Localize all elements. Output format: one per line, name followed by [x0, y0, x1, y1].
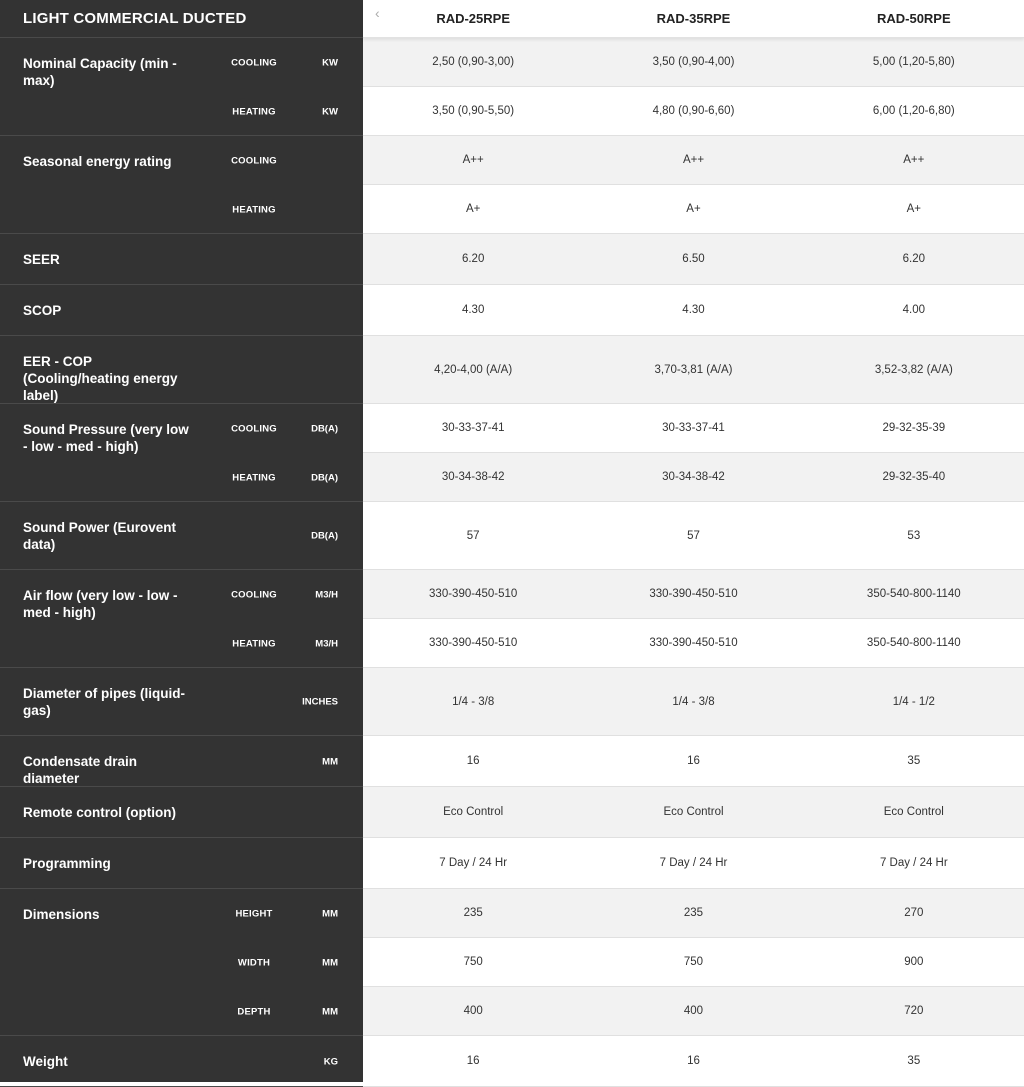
unit-label: MM — [322, 1006, 338, 1017]
value-cell: 400 — [463, 1005, 483, 1017]
spec-group — [0, 285, 363, 336]
value-cell: 35 — [907, 755, 921, 767]
table-row — [363, 838, 1024, 889]
unit-label: M3/H — [315, 589, 338, 600]
table-row — [363, 87, 1024, 136]
spec-group — [0, 404, 363, 502]
table-row — [363, 285, 1024, 336]
sub-label: HEATING — [232, 204, 276, 215]
value-cell: A++ — [462, 154, 484, 166]
table-row — [363, 570, 1024, 619]
sub-label: WIDTH — [237, 957, 271, 968]
value-cell: 2,50 (0,90-3,00) — [432, 56, 515, 68]
value-cell: 3,52-3,82 (A/A) — [874, 363, 953, 376]
unit-label: DB(A) — [311, 423, 338, 434]
value-cell: 1/4 - 3/8 — [452, 695, 495, 708]
unit-label: M3/H — [315, 638, 338, 649]
value-cell: Eco Control — [663, 806, 724, 818]
table-row — [363, 185, 1024, 234]
spec-group — [0, 136, 363, 234]
value-cell: 30-33-37-41 — [441, 422, 505, 434]
value-cell: 330-390-450-510 — [429, 588, 518, 600]
value-cell: A+ — [465, 203, 481, 215]
value-cell: 3,50 (0,90-5,50) — [432, 105, 515, 117]
unit-label: KW — [322, 106, 338, 117]
value-cell: 6,00 (1,20-6,80) — [872, 105, 955, 117]
value-cell: 30-34-38-42 — [441, 471, 505, 483]
value-cell: 6.20 — [902, 253, 926, 265]
spec-label: Sound Pressure (very low - low - med - high) — [23, 422, 189, 454]
spec-group — [0, 38, 363, 136]
spec-group — [0, 1036, 363, 1087]
sub-label: HEATING — [232, 472, 276, 483]
value-cell: 750 — [683, 956, 704, 968]
value-cell: Eco Control — [443, 806, 504, 818]
sub-label: DEPTH — [237, 1006, 271, 1017]
value-cell: A+ — [906, 203, 922, 215]
value-cell: 900 — [904, 956, 924, 968]
value-cell: 350-540-800-1140 — [866, 637, 961, 649]
spec-group — [0, 736, 363, 787]
table-row — [363, 619, 1024, 668]
value-cell: 35 — [907, 1055, 921, 1067]
spec-label: Dimensions — [23, 907, 100, 922]
value-cell: 270 — [904, 907, 924, 919]
value-cell: Eco Control — [883, 806, 944, 818]
spec-group — [0, 234, 363, 285]
unit-label: MM — [322, 908, 338, 919]
unit-label: KG — [323, 1056, 338, 1067]
spec-group — [0, 336, 363, 404]
value-cell: 330-390-450-510 — [429, 637, 518, 649]
value-cell: 29-32-35-40 — [882, 471, 946, 483]
table-title: LIGHT COMMERCIAL DUCTED — [0, 0, 363, 38]
value-cell: 4.30 — [682, 304, 705, 316]
table-row — [363, 889, 1024, 938]
spec-group — [0, 838, 363, 889]
value-cell: 57 — [466, 529, 480, 542]
value-cell: 7 Day / 24 Hr — [659, 857, 728, 869]
sub-label: COOLING — [231, 155, 277, 166]
value-cell: 16 — [687, 755, 700, 767]
unit-label: MM — [322, 957, 338, 968]
spec-group — [0, 570, 363, 668]
spec-label: EER - COP (Cooling/heating energy label) — [23, 354, 178, 403]
value-cell: 5,00 (1,20-5,80) — [872, 56, 955, 68]
value-cell: 750 — [463, 956, 483, 968]
spec-group — [0, 787, 363, 838]
value-cell: A++ — [682, 154, 705, 166]
value-cell: 7 Day / 24 Hr — [439, 857, 508, 869]
sub-label: COOLING — [231, 423, 277, 434]
spec-values-panel — [363, 0, 1024, 1082]
value-cell: 4.00 — [902, 304, 926, 316]
sub-label: COOLING — [231, 589, 277, 600]
table-row — [363, 136, 1024, 185]
value-cell: A++ — [903, 154, 925, 166]
value-cell: 720 — [904, 1005, 924, 1017]
spec-label: Nominal Capacity (min - max) — [23, 56, 177, 88]
spec-label: Remote control (option) — [23, 805, 176, 820]
value-cell: 330-390-450-510 — [649, 637, 738, 649]
table-row — [363, 336, 1024, 404]
spec-label: Diameter of pipes (liquid-gas) — [23, 686, 186, 718]
unit-label: KW — [322, 57, 338, 68]
value-cell: 350-540-800-1140 — [866, 588, 961, 600]
unit-label: DB(A) — [311, 530, 338, 542]
spec-label: Weight — [23, 1054, 68, 1069]
value-cell: 235 — [683, 907, 704, 919]
spec-label: Programming — [23, 856, 111, 871]
sub-label: COOLING — [231, 57, 277, 68]
value-cell: 1/4 - 3/8 — [672, 695, 715, 708]
table-row — [363, 234, 1024, 285]
spec-label: Condensate drain diameter — [23, 754, 138, 786]
model-name: RAD-35RPE — [656, 11, 731, 26]
value-cell: 7 Day / 24 Hr — [879, 857, 948, 869]
spec-label: SCOP — [23, 303, 62, 318]
model-header-row — [363, 0, 1024, 38]
value-cell: 4,20-4,00 (A/A) — [434, 363, 513, 376]
value-cell: 1/4 - 1/2 — [892, 695, 935, 708]
spec-label: SEER — [23, 252, 60, 267]
spec-labels-panel — [0, 0, 363, 1082]
value-cell: 3,50 (0,90-4,00) — [652, 56, 735, 68]
value-cell: 29-32-35-39 — [882, 422, 946, 434]
unit-label: DB(A) — [311, 472, 338, 483]
value-cell: 330-390-450-510 — [649, 588, 738, 600]
spec-group — [0, 668, 363, 736]
value-cell: 400 — [683, 1005, 704, 1017]
value-cell: 235 — [463, 907, 483, 919]
value-cell: 16 — [466, 1055, 480, 1067]
table-row — [363, 38, 1024, 87]
table-row — [363, 736, 1024, 787]
table-row — [363, 502, 1024, 570]
value-cell: 53 — [907, 529, 921, 542]
table-row — [363, 987, 1024, 1036]
value-cell: 6.20 — [461, 253, 485, 265]
spec-group — [0, 889, 363, 1036]
table-row — [363, 787, 1024, 838]
sub-label: HEIGHT — [235, 908, 273, 919]
unit-label: MM — [322, 756, 338, 767]
table-row — [363, 404, 1024, 453]
table-row — [363, 668, 1024, 736]
value-cell: 4.30 — [461, 304, 485, 316]
value-cell: 30-34-38-42 — [662, 471, 725, 483]
value-cell: 57 — [687, 529, 700, 542]
spec-group — [0, 502, 363, 570]
value-cell: 16 — [466, 755, 480, 767]
table-row — [363, 938, 1024, 987]
spec-label: Air flow (very low - low - med - high) — [23, 588, 178, 620]
sub-label: HEATING — [232, 106, 276, 117]
model-name: RAD-50RPE — [876, 11, 951, 26]
model-name: RAD-25RPE — [436, 11, 510, 26]
spec-label: Seasonal energy rating — [23, 154, 172, 169]
value-cell: 6.50 — [682, 253, 705, 265]
value-cell: 16 — [687, 1055, 700, 1067]
sub-label: HEATING — [232, 638, 276, 649]
value-cell: 30-33-37-41 — [662, 422, 725, 434]
value-cell: A+ — [686, 203, 701, 215]
table-row — [363, 1036, 1024, 1087]
table-row — [363, 453, 1024, 502]
value-cell: 3,70-3,81 (A/A) — [654, 363, 733, 376]
value-cell: 4,80 (0,90-6,60) — [652, 105, 735, 117]
spec-label: Sound Power (Eurovent data) — [23, 520, 177, 552]
chevron-left-icon[interactable]: ‹ — [375, 5, 380, 21]
unit-label: INCHES — [302, 696, 338, 708]
